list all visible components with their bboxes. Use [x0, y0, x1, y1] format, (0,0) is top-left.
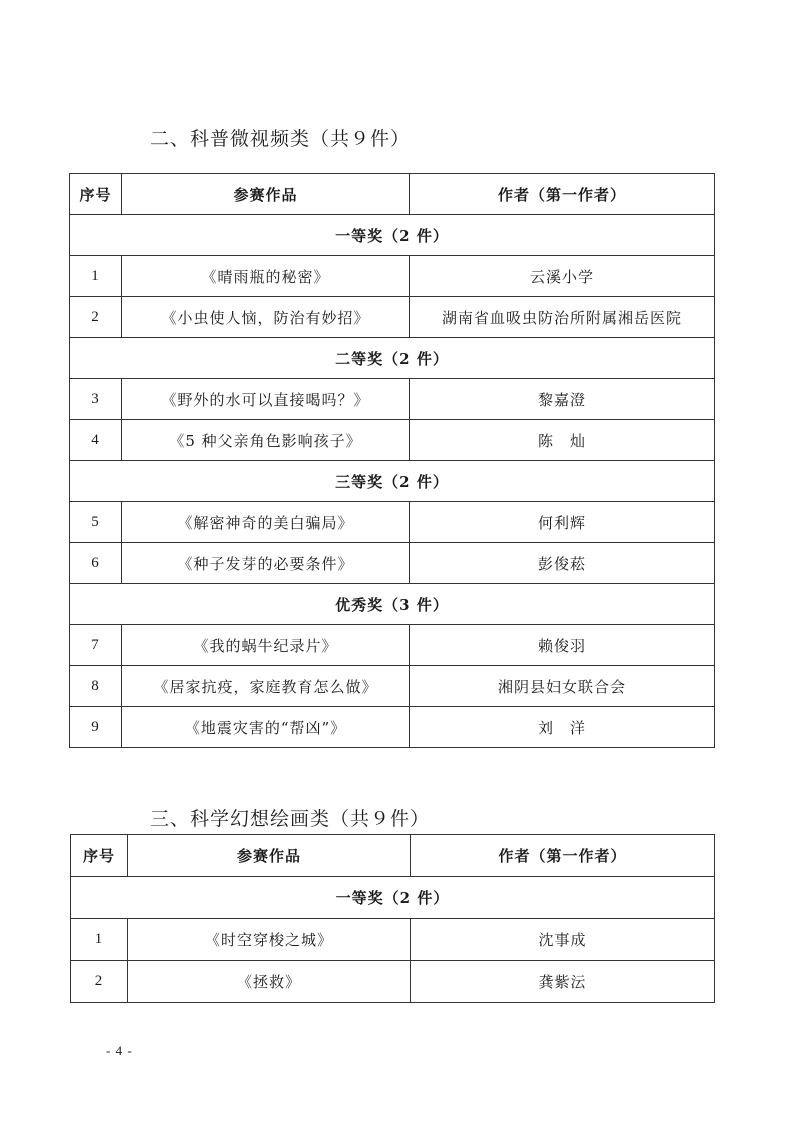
entry-author: 云溪小学: [410, 256, 715, 297]
entry-author: 龚紫沄: [411, 961, 715, 1003]
entry-work: 《解密神奇的美白骗局》: [122, 502, 410, 543]
table-row: [70, 420, 715, 461]
header-author: 作者（第一作者）: [411, 835, 715, 877]
entry-seq: 5: [70, 502, 122, 543]
entry-work: 《野外的水可以直接喝吗？》: [122, 379, 410, 420]
award-table-body: [71, 835, 715, 1003]
entry-work: 《时空穿梭之城》: [128, 919, 411, 961]
header-seq: 序号: [71, 835, 128, 877]
table-row: [70, 625, 715, 666]
table-row: [70, 297, 715, 338]
entry-seq: 6: [70, 543, 122, 584]
header-work: 参赛作品: [122, 174, 410, 215]
header-author: 作者（第一作者）: [410, 174, 715, 215]
section-title-painting: 三、科学幻想绘画类（共９件）: [150, 808, 431, 830]
award-category-label: 一等奖（2 件）: [70, 215, 715, 256]
entry-seq: 9: [70, 707, 122, 748]
entry-author: 黎嘉澄: [410, 379, 715, 420]
entry-seq: 3: [70, 379, 122, 420]
entry-seq: 1: [71, 919, 128, 961]
header-seq: 序号: [70, 174, 122, 215]
award-category-row: [71, 877, 715, 919]
table-header-row: [70, 174, 715, 215]
table-header-row: [71, 835, 715, 877]
entry-seq: 2: [70, 297, 122, 338]
entry-author: 彭俊菘: [410, 543, 715, 584]
entry-author: 刘 洋: [410, 707, 715, 748]
entry-seq: 7: [70, 625, 122, 666]
table-row: [70, 379, 715, 420]
award-table-painting: [70, 834, 715, 1003]
entry-work: 《种子发芽的必要条件》: [122, 543, 410, 584]
table-row: [70, 502, 715, 543]
entry-seq: 8: [70, 666, 122, 707]
entry-work: 《我的蜗牛纪录片》: [122, 625, 410, 666]
table-row: [70, 543, 715, 584]
award-category-label: 二等奖（2 件）: [70, 338, 715, 379]
table-row: [71, 961, 715, 1003]
entry-work: 《拯救》: [128, 961, 411, 1003]
award-category-label: 三等奖（2 件）: [70, 461, 715, 502]
entry-work: 《小虫使人恼，防治有妙招》: [122, 297, 410, 338]
page-number: - 4 -: [106, 1043, 133, 1058]
entry-work: 《居家抗疫，家庭教育怎么做》: [122, 666, 410, 707]
entry-author: 陈 灿: [410, 420, 715, 461]
entry-author: 湖南省血吸虫防治所附属湘岳医院: [410, 297, 715, 338]
entry-author: 何利辉: [410, 502, 715, 543]
entry-seq: 2: [71, 961, 128, 1003]
entry-author: 赖俊羽: [410, 625, 715, 666]
award-category-row: [70, 584, 715, 625]
award-table-body: [70, 174, 715, 748]
section-title-video: 二、科普微视频类（共９件）: [150, 128, 411, 150]
award-category-row: [70, 215, 715, 256]
header-work: 参赛作品: [128, 835, 411, 877]
award-category-label: 优秀奖（3 件）: [70, 584, 715, 625]
entry-work: 《地震灾害的“帮凶”》: [122, 707, 410, 748]
table-row: [70, 707, 715, 748]
entry-work: 《晴雨瓶的秘密》: [122, 256, 410, 297]
table-row: [71, 919, 715, 961]
award-category-label: 一等奖（2 件）: [71, 877, 715, 919]
award-category-row: [70, 461, 715, 502]
table-row: [70, 256, 715, 297]
award-table-video: [69, 173, 715, 748]
award-category-row: [70, 338, 715, 379]
table-row: [70, 666, 715, 707]
entry-author: 湘阴县妇女联合会: [410, 666, 715, 707]
entry-work: 《5 种父亲角色影响孩子》: [122, 420, 410, 461]
entry-author: 沈事成: [411, 919, 715, 961]
entry-seq: 4: [70, 420, 122, 461]
entry-seq: 1: [70, 256, 122, 297]
